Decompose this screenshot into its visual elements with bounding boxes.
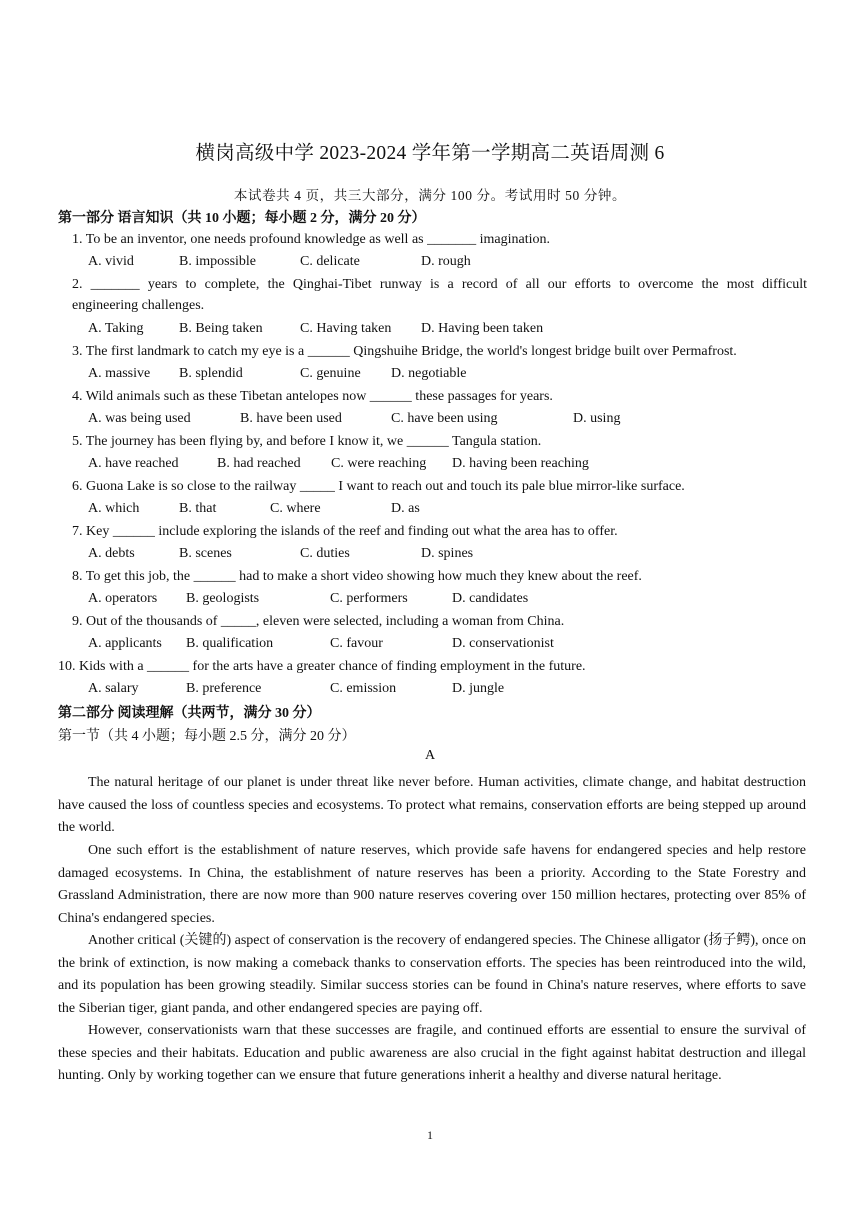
option-d: D. rough bbox=[421, 254, 471, 269]
option-c: C. were reaching bbox=[331, 456, 427, 471]
option-b: B. preference bbox=[186, 681, 262, 696]
question-8-options bbox=[88, 591, 808, 611]
question-9-stem: 9. Out of the thousands of _____, eleven were selected, including a woman from China. bbox=[72, 614, 565, 629]
question-10-options bbox=[88, 681, 808, 701]
option-c: C. Having taken bbox=[300, 321, 392, 336]
question-3-options bbox=[88, 366, 808, 386]
question-5-options bbox=[88, 456, 808, 476]
option-d: D. spines bbox=[421, 546, 474, 561]
option-c: C. favour bbox=[330, 636, 383, 651]
option-c: C. emission bbox=[330, 681, 397, 696]
option-d: D. using bbox=[573, 411, 621, 426]
option-b: B. qualification bbox=[186, 636, 274, 651]
option-a: A. which bbox=[88, 501, 140, 516]
option-c: C. performers bbox=[330, 591, 408, 606]
option-d: D. negotiable bbox=[391, 366, 467, 381]
part2-heading: 第二部分 阅读理解（共两节，满分 30 分） bbox=[58, 706, 321, 721]
option-b: B. geologists bbox=[186, 591, 260, 606]
option-a: A. Taking bbox=[88, 321, 144, 336]
question-10-stem: 10. Kids with a ______ for the arts have a greater chance of finding employment in the future. bbox=[58, 659, 586, 674]
question-4-options bbox=[88, 411, 808, 431]
part1-heading: 第一部分 语言知识（共 10 小题；每小题 2 分，满分 20 分） bbox=[58, 211, 426, 226]
passage-paragraph-3: Another critical (关键的) aspect of conservation is the recovery of endangered species. The Chinese alligator (扬子鳄), once on the brink of extinction, is now making a comeback thanks to conservation efforts. The species has been reintroduced into the wild, and its population has been growing steadily. Similar success stories can be found in China's nature reserves, where efforts to save the Siberian tiger, giant panda, and other endangered species are paying off. bbox=[58, 933, 806, 1016]
option-a: A. massive bbox=[88, 366, 151, 381]
option-d: D. having been reaching bbox=[452, 456, 589, 471]
option-a: A. applicants bbox=[88, 636, 162, 651]
question-7-stem: 7. Key ______ include exploring the islands of the reef and finding out what the area has to offer. bbox=[72, 524, 618, 539]
page-title: 横岗高级中学 2023-2024 学年第一学期高二英语周测 6 bbox=[195, 143, 665, 164]
option-b: B. splendid bbox=[179, 366, 243, 381]
option-c: C. delicate bbox=[300, 254, 360, 269]
option-a: A. vivid bbox=[88, 254, 134, 269]
question-6-stem: 6. Guona Lake is so close to the railway _____ I want to reach out and touch its pale blue mirror-like surface. bbox=[72, 479, 685, 494]
option-b: B. scenes bbox=[179, 546, 232, 561]
question-2-options bbox=[88, 321, 808, 341]
option-d: D. Having been taken bbox=[421, 321, 544, 336]
option-b: B. that bbox=[179, 501, 217, 516]
question-1-stem: 1. To be an inventor, one needs profound knowledge as well as _______ imagination. bbox=[72, 232, 550, 247]
option-c: C. genuine bbox=[300, 366, 361, 381]
option-c: C. have been using bbox=[391, 411, 498, 426]
question-8-stem: 8. To get this job, the ______ had to make a short video showing how much they knew about the reef. bbox=[72, 569, 642, 584]
question-5-stem: 5. The journey has been flying by, and before I know it, we ______ Tangula station. bbox=[72, 434, 542, 449]
option-b: B. impossible bbox=[179, 254, 257, 269]
option-d: D. jungle bbox=[452, 681, 505, 696]
option-b: B. had reached bbox=[217, 456, 301, 471]
passage-label: A bbox=[424, 748, 436, 763]
option-d: D. candidates bbox=[452, 591, 529, 606]
option-b: B. have been used bbox=[240, 411, 342, 426]
option-a: A. have reached bbox=[88, 456, 179, 471]
option-a: A. operators bbox=[88, 591, 158, 606]
passage-paragraph-2: One such effort is the establishment of nature reserves, which provide safe havens for endangered species and help restore damaged ecosystems. In China, the establishment of nature reserves has been a priority. According to the State Forestry and Grassland Administration, there are now more than 900 nature reserves covering over 150 million hectares, protecting over 85% of China's endangered species. bbox=[58, 843, 806, 926]
question-2-stem-continued: engineering challenges. bbox=[72, 298, 205, 313]
part2-section1-heading: 第一节（共 4 小题；每小题 2.5 分，满分 20 分） bbox=[58, 729, 356, 744]
question-4-stem: 4. Wild animals such as these Tibetan antelopes now ______ these passages for years. bbox=[72, 389, 553, 404]
option-a: A. was being used bbox=[88, 411, 191, 426]
option-d: D. as bbox=[391, 501, 420, 516]
option-d: D. conservationist bbox=[452, 636, 554, 651]
option-a: A. salary bbox=[88, 681, 139, 696]
question-3-stem: 3. The first landmark to catch my eye is a ______ Qingshuihe Bridge, the world's longest bridge built over Permafrost. bbox=[72, 344, 737, 359]
option-a: A. debts bbox=[88, 546, 135, 561]
question-2-stem: 2. _______ years to complete, the Qinghai-Tibet runway is a record of all our efforts to overcome the most difficult bbox=[72, 277, 807, 292]
page-subtitle: 本试卷共 4 页，共三大部分，满分 100 分。考试用时 50 分钟。 bbox=[233, 188, 627, 203]
page-number: 1 bbox=[427, 1128, 433, 1142]
question-9-options bbox=[88, 636, 808, 656]
question-1-options bbox=[88, 254, 808, 274]
question-6-options bbox=[88, 501, 808, 521]
passage-paragraph-1: The natural heritage of our planet is under threat like never before. Human activities, climate change, and habitat destruction have caused the loss of countless species and ecosystems. To protect what remains, conservation efforts are being stepped up around the world. bbox=[58, 775, 806, 836]
question-7-options bbox=[88, 546, 808, 566]
passage-paragraph-4: However, conservationists warn that these successes are fragile, and continued efforts are essential to ensure the survival of these species and their habitats. Education and public awareness are also crucial in the fight against habitat destruction and illegal hunting. Only by working together can we ensure that future generations inherit a healthy and diverse natural heritage. bbox=[58, 1023, 806, 1084]
option-c: C. where bbox=[270, 501, 321, 516]
option-b: B. Being taken bbox=[179, 321, 263, 336]
option-c: C. duties bbox=[300, 546, 350, 561]
